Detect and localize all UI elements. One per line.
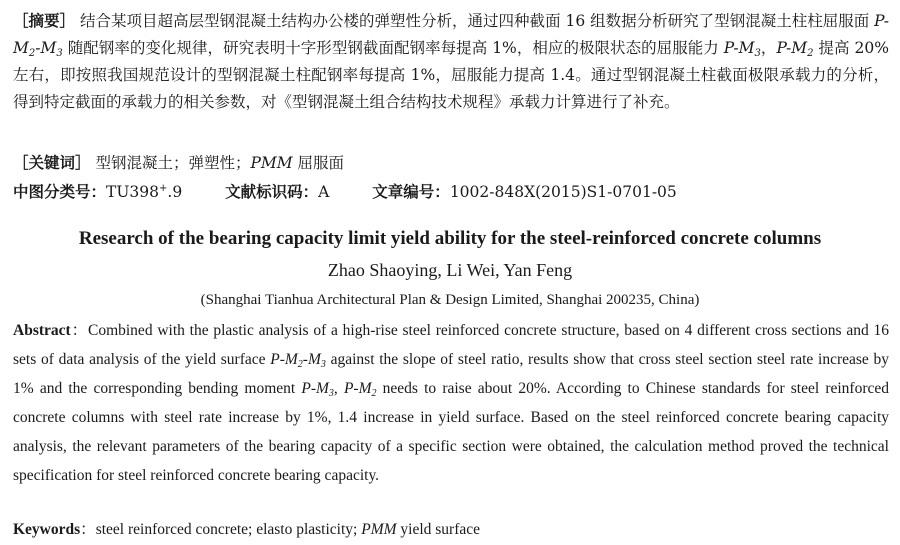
classification-line [13, 179, 677, 206]
chinese-keywords: ［关键词］ 型钢混凝土；弹塑性；PMM 屈服面 [13, 154, 345, 172]
english-keywords-label: Keywords [13, 521, 81, 538]
english-abstract: Abstract：Combined with the plastic analysis of a high-rise steel reinforced concrete structure, based on 4 different cross sections and 16 sets of data analysis of the yield surface $P-M_2-M_3$ against the slope of steel ratio, results show that cross steel section steel rate increase by 1% and the corresponding bending moment $P-M_3$, $P-M_2$ needs to raise about 20%. According to Chinese standards for steel reinforced concrete columns with steel rate increase by 1%, 1.4 increase in yield surface. Based on the steel reinforced concrete bearing capacity analysis, the relevant parameters of the bearing capacity of a specific section were obtained, the calculation method proved the technical specification for steel reinforced concrete bearing capacity. [13, 322, 890, 484]
formula-p-m3: $P-M_3$ [723, 39, 761, 59]
formula-p-m-en: $P-M_2-M_3$ [270, 351, 326, 370]
english-abstract-text-3: needs to raise about 20%. According to Chinese standards for steel reinforced concrete columns with steel rate increase by 1%, 1.4 increase in yield surface. Based on the steel reinforced concrete bearing capacity analysis, the relevant parameters of the bearing capacity of a specific section were obtained, the calculation method proved the technical specification for steel reinforced concrete bearing capacity. [13, 380, 890, 484]
chinese-abstract-label: ［摘要］ [13, 12, 76, 30]
formula-p-m2: $P-M_2$ [776, 39, 814, 59]
english-abstract-text-2: against the slope of steel ratio, results show that cross steel section steel rate increase by 1% and the corresponding bending moment [13, 351, 890, 397]
chinese-abstract-text-1: 结合某项目超高层型钢混凝土结构办公楼的弹塑性分析，通过四种截面 16 组数据分析研究了型钢混凝土柱柱屈服面 [75, 12, 875, 30]
chinese-abstract-text-3: 提高 20% 左右，即按照我国规范设计的型钢混凝土柱配钢率每提高 1%，屈服能力提高 1.4。通过型钢混凝土柱截面极限承载力的分析，得到特定截面的承载力的相关参数，对《型钢混凝土组合结构技术规程》承载力计算进行了补充。 [13, 39, 889, 111]
formula-p-m3-en: $P-M_3$ [301, 380, 334, 399]
chinese-abstract-text-2: 随配钢率的变化规律，研究表明十字形型钢截面配钢率每提高 1%，相应的极限状态的屈服能力 [62, 39, 724, 57]
formula-p-m2-en: $P-M_2$ [343, 380, 377, 399]
authors: Zhao Shaoying, Li Wei, Yan Feng [327, 260, 573, 280]
clc-number: 中图分类号：TU398+.9 [13, 183, 183, 201]
article-number: 文章编号：1002-848X(2015)S1-0701-05 [372, 183, 677, 201]
formula-p-m: $P-M_2-M_3$ [13, 12, 889, 59]
english-keywords: Keywords：steel reinforced concrete; elasto plasticity; PMM yield surface [13, 521, 481, 538]
english-abstract-label: Abstract [13, 322, 71, 339]
affiliation: (Shanghai Tianhua Architectural Plan & Design Limited, Shanghai 200235, China) [200, 292, 700, 308]
document-code: 文献标识码：A [225, 183, 330, 201]
english-abstract-text-1: Combined with the plastic analysis of a high-rise steel reinforced concrete structure, based on 4 different cross sections and 16 sets of data analysis of the yield surface [13, 322, 889, 368]
chinese-keywords-label: ［关键词］ [13, 154, 91, 172]
chinese-abstract: ［摘要］ 结合某项目超高层型钢混凝土结构办公楼的弹塑性分析，通过四种截面 16 组数据分析研究了型钢混凝土柱柱屈服面 $P-M_2-M_3$ 随配钢率的变化规律，研究表明十字形型钢截面配钢率每提高 1%，相应的极限状态的屈服能力 $P-M_3$，$P-M_2$ 提高 20% 左右，即按照我国规范设计的型钢混凝土柱配钢率每提高 1%，屈服能力提高 1.4。通过型钢混凝土柱截面极限承载力的分析，得到特定截面的承载力的相关参数，对《型钢混凝土组合结构技术规程》承载力计算进行了补充。 [13, 12, 889, 111]
english-title: Research of the bearing capacity limit yield ability for the steel-reinforced concrete columns [78, 228, 822, 249]
